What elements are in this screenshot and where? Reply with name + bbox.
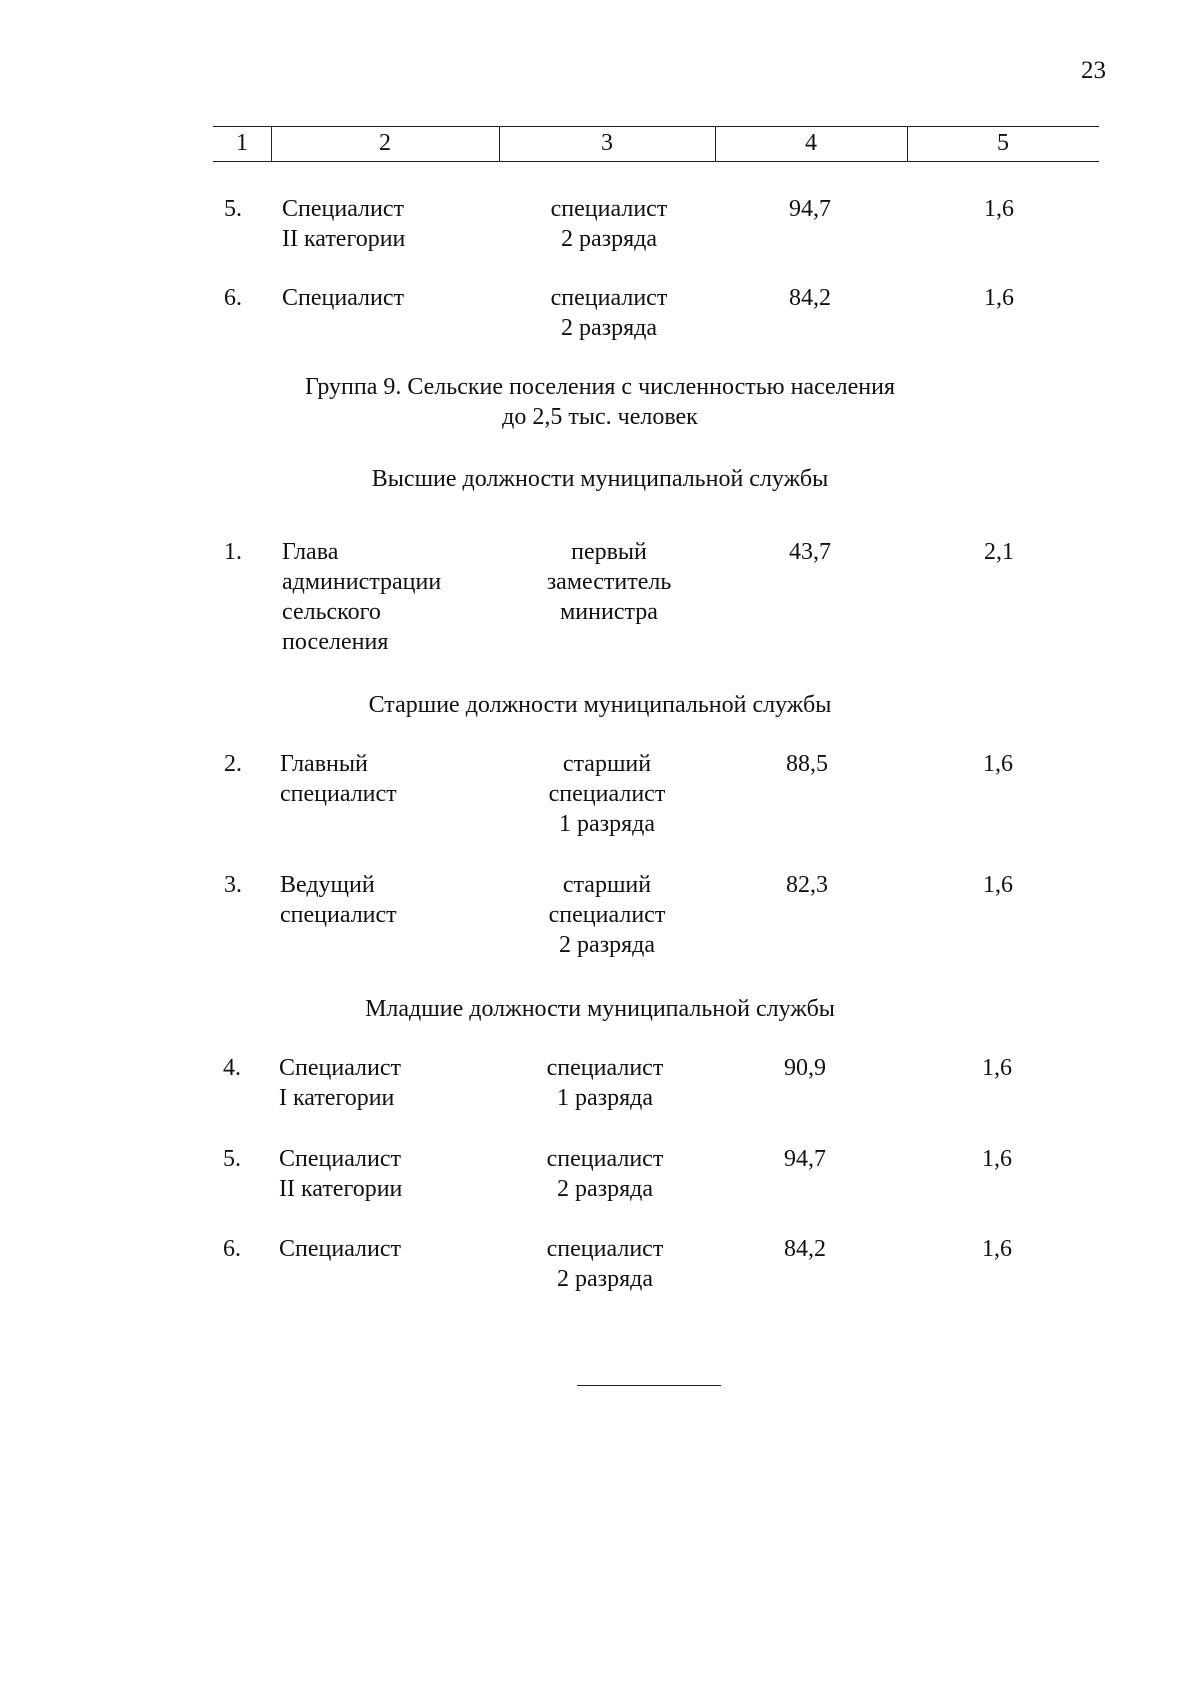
value-col-4: 84,2 xyxy=(784,1236,826,1262)
value-col-5: 1,6 xyxy=(982,1146,1012,1172)
value-col-4: 84,2 xyxy=(789,285,831,311)
position-name: Ведущий специалист xyxy=(280,872,397,928)
row-number: 5. xyxy=(223,1146,241,1172)
position-name: Главный специалист xyxy=(280,751,397,807)
header-col-1: 1 xyxy=(236,130,248,156)
row-number: 6. xyxy=(223,1236,241,1262)
row-number: 5. xyxy=(224,196,242,222)
end-divider xyxy=(577,1385,721,1386)
position-equivalent: первый заместитель министра xyxy=(546,539,672,625)
value-col-5: 2,1 xyxy=(984,539,1014,565)
value-col-4: 90,9 xyxy=(784,1055,826,1081)
section-title-higher: Высшие должности муниципальной службы xyxy=(371,466,829,492)
row-number: 3. xyxy=(224,872,242,898)
row-number: 4. xyxy=(223,1055,241,1081)
position-name: Специалист xyxy=(279,1236,402,1262)
section-title-junior: Младшие должности муниципальной службы xyxy=(365,996,835,1022)
value-col-4: 82,3 xyxy=(786,872,828,898)
header-col-5: 5 xyxy=(997,130,1009,156)
position-equivalent: специалист 2 разряда xyxy=(546,1236,664,1292)
value-col-5: 1,6 xyxy=(982,1055,1012,1081)
position-name: Специалист II категории xyxy=(279,1146,403,1202)
section-title-senior: Старшие должности муниципальной службы xyxy=(368,692,832,718)
row-number: 6. xyxy=(224,285,242,311)
value-col-4: 88,5 xyxy=(786,751,828,777)
header-col-4: 4 xyxy=(805,130,817,156)
position-equivalent: специалист 2 разряда xyxy=(550,196,668,252)
value-col-5: 1,6 xyxy=(984,285,1014,311)
value-col-5: 1,6 xyxy=(984,196,1014,222)
position-name: Специалист xyxy=(282,285,405,311)
value-col-4: 94,7 xyxy=(784,1146,826,1172)
value-col-5: 1,6 xyxy=(982,1236,1012,1262)
position-name: Специалист II категории xyxy=(282,196,406,252)
position-equivalent: старший специалист 1 разряда xyxy=(548,751,666,837)
header-col-3: 3 xyxy=(601,130,613,156)
position-equivalent: специалист 2 разряда xyxy=(550,285,668,341)
table-header xyxy=(213,126,1099,162)
row-number: 1. xyxy=(224,539,242,565)
group-title-line2: до 2,5 тыс. человек xyxy=(502,404,698,430)
value-col-5: 1,6 xyxy=(983,751,1013,777)
position-equivalent: специалист 2 разряда xyxy=(546,1146,664,1202)
position-equivalent: специалист 1 разряда xyxy=(546,1055,664,1111)
position-equivalent: старший специалист 2 разряда xyxy=(548,872,666,958)
header-col-2: 2 xyxy=(379,130,391,156)
value-col-4: 94,7 xyxy=(789,196,831,222)
group-title: Группа 9. Сельские поселения с численностью населения xyxy=(304,374,896,400)
position-name: Специалист I категории xyxy=(279,1055,402,1111)
position-name: Глава администрации сельского поселения xyxy=(282,539,442,655)
value-col-4: 43,7 xyxy=(789,539,831,565)
value-col-5: 1,6 xyxy=(983,872,1013,898)
row-number: 2. xyxy=(224,751,242,777)
page-number: 23 xyxy=(1081,57,1106,84)
